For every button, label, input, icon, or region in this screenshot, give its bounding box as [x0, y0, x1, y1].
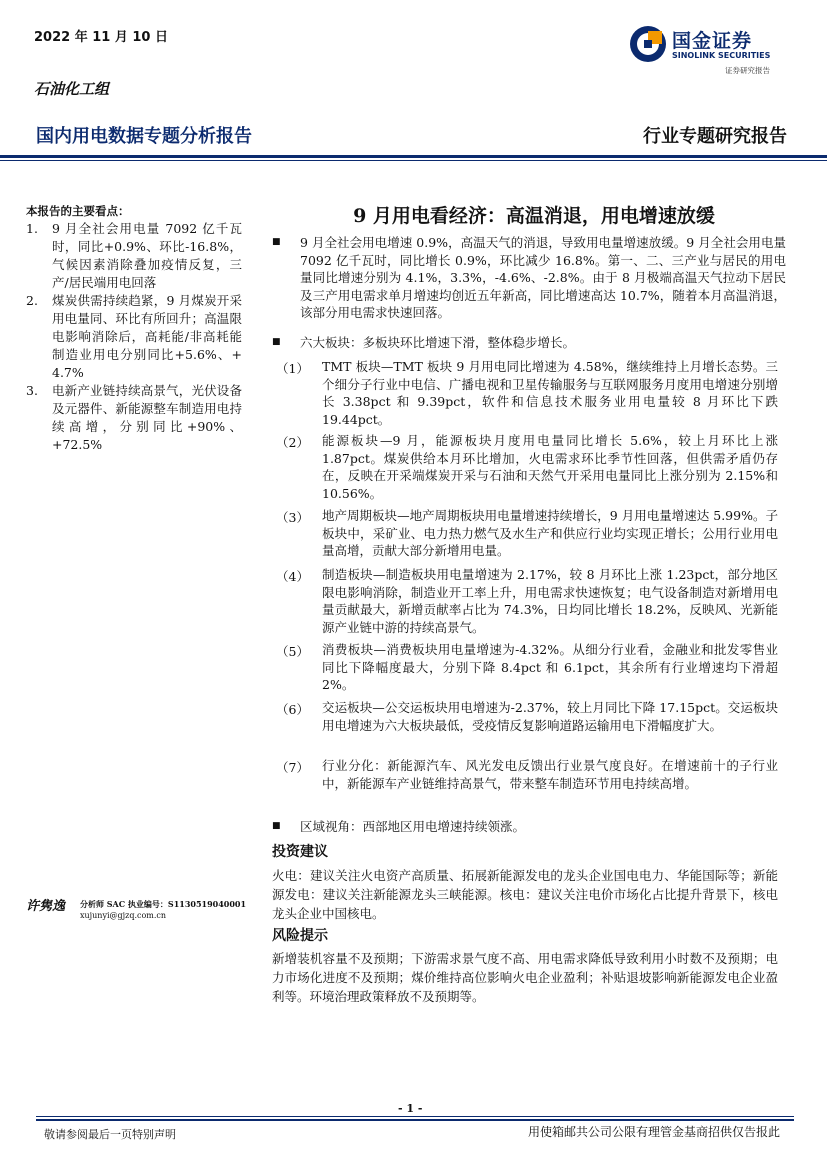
footer-divider-thick: [36, 1119, 794, 1121]
report-date: 2022 年 11 月 10 日: [34, 30, 168, 45]
header-divider: [0, 155, 827, 158]
sub-item-number: （1）: [276, 361, 309, 376]
report-type: 行业专题研究报告: [643, 126, 787, 147]
key-point-item: [26, 382, 246, 454]
sub-item-text: 行业分化：新能源汽车、风光发电反馈出行业景气度良好。在增速前十的子行业中，新能源车产业链维持高景气，带来整车制造环节用电持续高增。: [322, 758, 778, 791]
bullet-square-icon: ■: [272, 337, 281, 347]
invest-text: 火电：建议关注火电资产高质量、拓展新能源发电的龙头企业国电电力、华能国际等；新能源发电：建议关注新能源龙头三峡能源。核电：建议关注电价市场化占比提升背景下，核电龙头企业中国核电。: [272, 868, 778, 921]
header-divider-thin: [0, 160, 827, 161]
footer-disclaimer: 敬请参阅最后一页特别声明: [44, 1128, 176, 1141]
sub-item-number: （5）: [276, 644, 309, 659]
sub-item-text: 能源板块—9 月，能源板块月度用电量同比增长 5.6%，较上月环比上涨 1.87pct。煤炭供给本月环比增加，火电需求环比季节性回落，但供需矛盾仍存在，反映在开采端煤炭开采与石油和天然气开采用电量同比上涨分别为 2.15%和 10.56%。: [322, 433, 778, 501]
region-paragraph: 区域视角：西部地区用电增速持续领涨。: [300, 819, 526, 834]
key-points-sidebar: [26, 202, 246, 454]
key-point-text: 9 月全社会用电量 7092 亿千瓦时，同比+0.9%、环比-16.8%，气候因素消除叠加疫情反复，三产/居民端用电回落: [52, 221, 242, 290]
brand-logo: [628, 24, 798, 80]
key-points-heading: 本报告的主要看点：: [26, 204, 130, 218]
sectors-paragraph: 六大板块：多板块环比增速下滑，整体稳步增长。: [300, 335, 576, 350]
key-point-text: 电新产业链持续高景气，光伏设备及元器件、新能源整车制造用电持续高增，分别同比+90%、+72.5%: [52, 383, 242, 452]
invest-heading: 投资建议: [272, 844, 328, 860]
key-point-item: [26, 292, 246, 382]
key-point-number: 2.: [26, 293, 38, 308]
analyst-name: 许隽逸: [26, 899, 66, 914]
sub-item-number: （7）: [276, 760, 309, 775]
bullet-square-icon: ■: [272, 821, 281, 831]
key-point-item: [26, 220, 246, 292]
key-point-text: 煤炭供需持续趋紧，9 月煤炭开采用电量同、环比有所回升；高温限电影响消除后，高耗能/非高耗能制造业用电分别同比+5.6%、+ 4.7%: [52, 293, 242, 380]
logo-english-name: SINOLINK SECURITIES: [672, 51, 771, 60]
logo-chinese-name: 国金证券: [672, 30, 753, 52]
sub-item-text: 交运板块—公交运板块用电增速为-2.37%，较上月同比下降 17.15pct。交运板块用电增速为六大板块最低，受疫情反复影响道路运输用电下滑幅度扩大。: [322, 700, 778, 733]
summary-paragraph: 9 月全社会用电增速 0.9%，高温天气的消退，导致用电量增速放缓。9 月全社会用电量 7092 亿千瓦时，同比增长 0.9%，环比减少 16.8%。第一、二、三产业与居民的用电量同比增速分别为 4.1%，3.3%，-4.6%、-2.8%。由于 8 月极端高温天气拉动下居民及三产用电需求单月增速均创近五年新高，同比增速高达 10.7%，随着本月高温消退，该部分用电需求快速回落。: [300, 235, 786, 320]
sub-item-text: 消费板块—消费板块用电量增速为-4.32%。从细分行业看，金融业和批发零售业同比下降幅度最大，分别下降 8.4pct 和 6.1pct，其余所有行业增速均下滑超 2%。: [322, 642, 778, 692]
page-number: - 1 -: [398, 1102, 423, 1115]
footer-note: 用使箱邮共公司公限有理管金基商招供仅告报此: [527, 1125, 780, 1139]
key-point-number: 1.: [26, 221, 38, 236]
logo-subtitle: 证券研究报告: [725, 66, 770, 75]
risk-text: 新增装机容量不及预期；下游需求景气度不高、用电需求降低导致利用小时数不及预期；电力市场化进度不及预期；煤价维持高位影响火电企业盈利；补贴退坡影响新能源发电企业盈利等。环境治理政策释放不及预期等。: [272, 951, 778, 1004]
analyst-email[interactable]: xujunyi@gjzq.com.cn: [80, 911, 167, 920]
analyst-certificate: 分析师 SAC 执业编号：S1130519040001: [80, 899, 247, 909]
sub-item-text: 地产周期板块—地产周期板块用电量增速持续增长，9 月用电量增速达 5.99%。子板块中，采矿业、电力热力燃气及水生产和供应行业均实现正增长；公用行业用电量高增，贡献大部分新增用电量。: [322, 508, 778, 558]
footer-divider: [36, 1116, 794, 1117]
sub-item-number: （6）: [276, 702, 309, 717]
sector-name: 石油化工组: [34, 80, 110, 98]
sinolink-logo-icon: [628, 24, 668, 64]
risk-heading: 风险提示: [272, 928, 328, 944]
sub-item-text: 制造板块—制造板块用电量增速为 2.17%，较 8 月环比上涨 1.23pct，部分地区限电影响消除，制造业开工率上升，用电需求快速恢复；电气设备制造对新增用电量贡献最大，新增贡献率占比为 74.3%，日均同比增长 18.2%，反映风、光新能源产业链中游的持续高景气。: [322, 567, 778, 635]
key-point-number: 3.: [26, 383, 38, 398]
summary-title: 9 月用电看经济：高温消退，用电增速放缓: [353, 205, 715, 227]
bullet-square-icon: ■: [272, 237, 281, 247]
sub-item-number: （2）: [276, 435, 309, 450]
sub-item-number: （3）: [276, 510, 309, 525]
sub-item-text: TMT 板块—TMT 板块 9 月用电同比增速为 4.58%，继续维持上月增长态势。三个细分子行业中电信、广播电视和卫星传输服务与互联网服务月度用电增速分别增长 3.38pct 和 9.39pct，软件和信息技术服务业用电量较 8 月环比下跌 19.44pct。: [322, 359, 778, 427]
sub-item-number: （4）: [276, 569, 309, 584]
report-title: 国内用电数据专题分析报告: [36, 126, 252, 147]
